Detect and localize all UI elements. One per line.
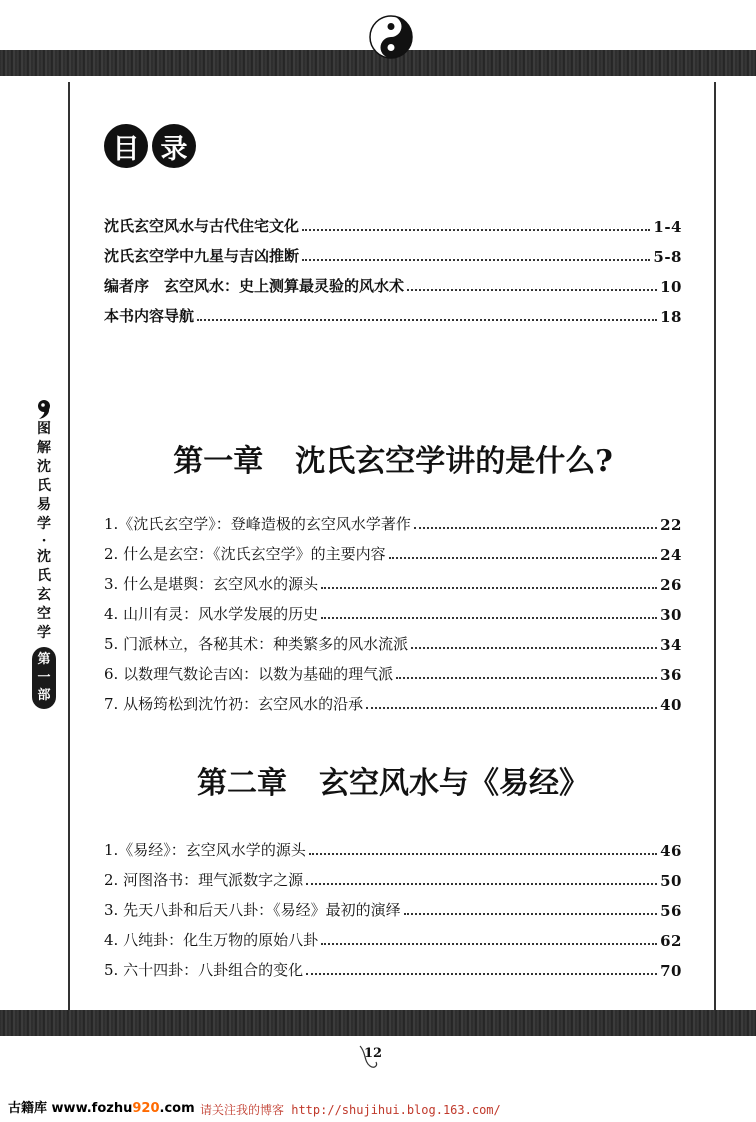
toc-entry[interactable] xyxy=(104,512,682,534)
chapter-title: 玄空风水与《易经》 xyxy=(319,766,589,801)
toc-entry-page: 10 xyxy=(660,278,682,296)
site-number: 920 xyxy=(132,1101,160,1116)
yin-yang-icon xyxy=(368,14,414,60)
side-tab-char: 沈 xyxy=(37,459,51,475)
side-tab-char: 学 xyxy=(37,516,51,532)
toc-entry[interactable] xyxy=(104,928,682,950)
toc-entry[interactable] xyxy=(104,572,682,594)
toc-entry-title: 3. 先天八卦和后天八卦：《易经》最初的演绎 xyxy=(104,901,401,919)
part-badge-char: 一 xyxy=(37,670,51,685)
toc-entry-title: 5. 门派林立，各秘其术：种类繁多的风水流派 xyxy=(104,635,409,653)
toc-entry-title: 3. 什么是堪舆：玄空风水的源头 xyxy=(104,575,319,593)
toc-badge-2: 录 xyxy=(152,124,196,168)
toc-entry-title: 本书内容导航 xyxy=(104,307,195,325)
blog-notice: 请关注我的博客 http://shujihui.blog.163.com/ xyxy=(200,1103,501,1117)
toc-entry[interactable] xyxy=(104,274,682,296)
leader-dots xyxy=(414,527,657,529)
toc-entry-page: 34 xyxy=(660,636,682,654)
site-watermark xyxy=(8,1097,195,1116)
left-margin-rule xyxy=(68,82,70,1010)
side-tab-char: 氏 xyxy=(37,478,51,494)
toc-entry[interactable] xyxy=(104,662,682,684)
toc-entry-page: 18 xyxy=(660,308,682,326)
side-tab-char: 沈 xyxy=(37,549,51,565)
site-domain: www.fozhu xyxy=(51,1101,133,1116)
leader-dots xyxy=(407,289,657,291)
toc-entry-title: 沈氏玄空学中九星与吉凶推断 xyxy=(104,247,300,265)
toc-entry-title: 编者序 玄空风水：史上测算最灵验的风水术 xyxy=(104,277,405,295)
side-tab-char: 解 xyxy=(37,440,51,456)
toc-entry[interactable] xyxy=(104,632,682,654)
site-tld: .com xyxy=(159,1101,195,1116)
toc-entry[interactable] xyxy=(104,692,682,714)
leader-dots xyxy=(302,259,650,261)
leader-dots xyxy=(321,943,657,945)
page-number: 12 xyxy=(364,1046,383,1061)
toc-entry[interactable] xyxy=(104,602,682,624)
chapter-label: 第二章 xyxy=(197,766,287,801)
part-badge-char: 部 xyxy=(37,688,51,703)
leader-dots xyxy=(321,587,657,589)
side-tab-char: 空 xyxy=(37,606,51,622)
toc-entry-page: 30 xyxy=(660,606,682,624)
toc-entry-page: 40 xyxy=(660,696,682,714)
toc-entry-page: 36 xyxy=(660,666,682,684)
toc-entry-page: 70 xyxy=(660,962,682,980)
toc-entry-page: 26 xyxy=(660,576,682,594)
toc-entry[interactable] xyxy=(104,244,682,266)
site-name: 古籍库 xyxy=(8,1101,48,1116)
side-tab-char: 图 xyxy=(37,421,51,437)
side-tab-char: 玄 xyxy=(37,587,51,603)
chapter-heading xyxy=(104,758,682,802)
toc-badge-1: 目 xyxy=(104,124,148,168)
leader-dots xyxy=(404,913,658,915)
toc-entry-title: 4. 山川有灵：风水学发展的历史 xyxy=(104,605,319,623)
toc-entry[interactable] xyxy=(104,958,682,980)
side-tab xyxy=(30,398,58,709)
leader-dots xyxy=(309,853,657,855)
toc-entry-page: 46 xyxy=(660,842,682,860)
toc-heading xyxy=(104,124,196,168)
toc-entry[interactable] xyxy=(104,868,682,890)
toc-entry[interactable] xyxy=(104,838,682,860)
toc-entry-page: 22 xyxy=(660,516,682,534)
side-tab-separator: · xyxy=(41,533,47,549)
toc-entry[interactable] xyxy=(104,542,682,564)
toc-entry-title: 5. 六十四卦：八卦组合的变化 xyxy=(104,961,304,979)
toc-entry-title: 沈氏玄空风水与古代住宅文化 xyxy=(104,217,300,235)
toc-entry[interactable] xyxy=(104,304,682,326)
leader-dots xyxy=(389,557,658,559)
side-tab-char: 学 xyxy=(37,625,51,641)
toc-entry-title: 1.《易经》：玄空风水学的源头 xyxy=(104,841,306,859)
toc-entry-title: 6. 以数理气数论吉凶：以数为基础的理气派 xyxy=(104,665,394,683)
leader-dots xyxy=(321,617,657,619)
leader-dots xyxy=(396,677,657,679)
side-tab-char: 易 xyxy=(37,497,51,513)
toc-entry-page: 56 xyxy=(660,902,682,920)
toc-entry-page: 50 xyxy=(660,872,682,890)
toc-entry-title: 2. 什么是玄空：《沈氏玄空学》的主要内容 xyxy=(104,545,386,563)
side-tab-char: 氏 xyxy=(37,568,51,584)
leader-dots xyxy=(306,883,657,885)
toc-entry-page: 24 xyxy=(660,546,682,564)
chapter-heading xyxy=(104,436,682,480)
leader-dots xyxy=(302,229,650,231)
toc-entry-title: 2. 河图洛书：理气派数字之源 xyxy=(104,871,304,889)
footer-band xyxy=(0,1010,756,1036)
part-badge xyxy=(32,647,56,709)
leader-dots xyxy=(306,973,657,975)
chapter-title: 沈氏玄空学讲的是什么? xyxy=(295,444,613,479)
toc-entry[interactable] xyxy=(104,214,682,236)
leader-dots xyxy=(366,707,657,709)
right-margin-rule xyxy=(714,82,716,1010)
chapter-label: 第一章 xyxy=(173,444,264,479)
toc-entry-title: 4. 八纯卦：化生万物的原始八卦 xyxy=(104,931,319,949)
toc-entry-title: 1.《沈氏玄空学》：登峰造极的玄空风水学著作 xyxy=(104,515,411,533)
leader-dots xyxy=(411,647,657,649)
toc-entry-page: 1-4 xyxy=(653,218,682,236)
toc-entry-page: 5-8 xyxy=(653,248,682,266)
comma-mark-icon xyxy=(33,398,55,420)
toc-entry[interactable] xyxy=(104,898,682,920)
part-badge-char: 第 xyxy=(37,652,51,667)
toc-entry-title: 7. 从杨筠松到沈竹礽：玄空风水的沿承 xyxy=(104,695,364,713)
toc-entry-page: 62 xyxy=(660,932,682,950)
leader-dots xyxy=(197,319,657,321)
